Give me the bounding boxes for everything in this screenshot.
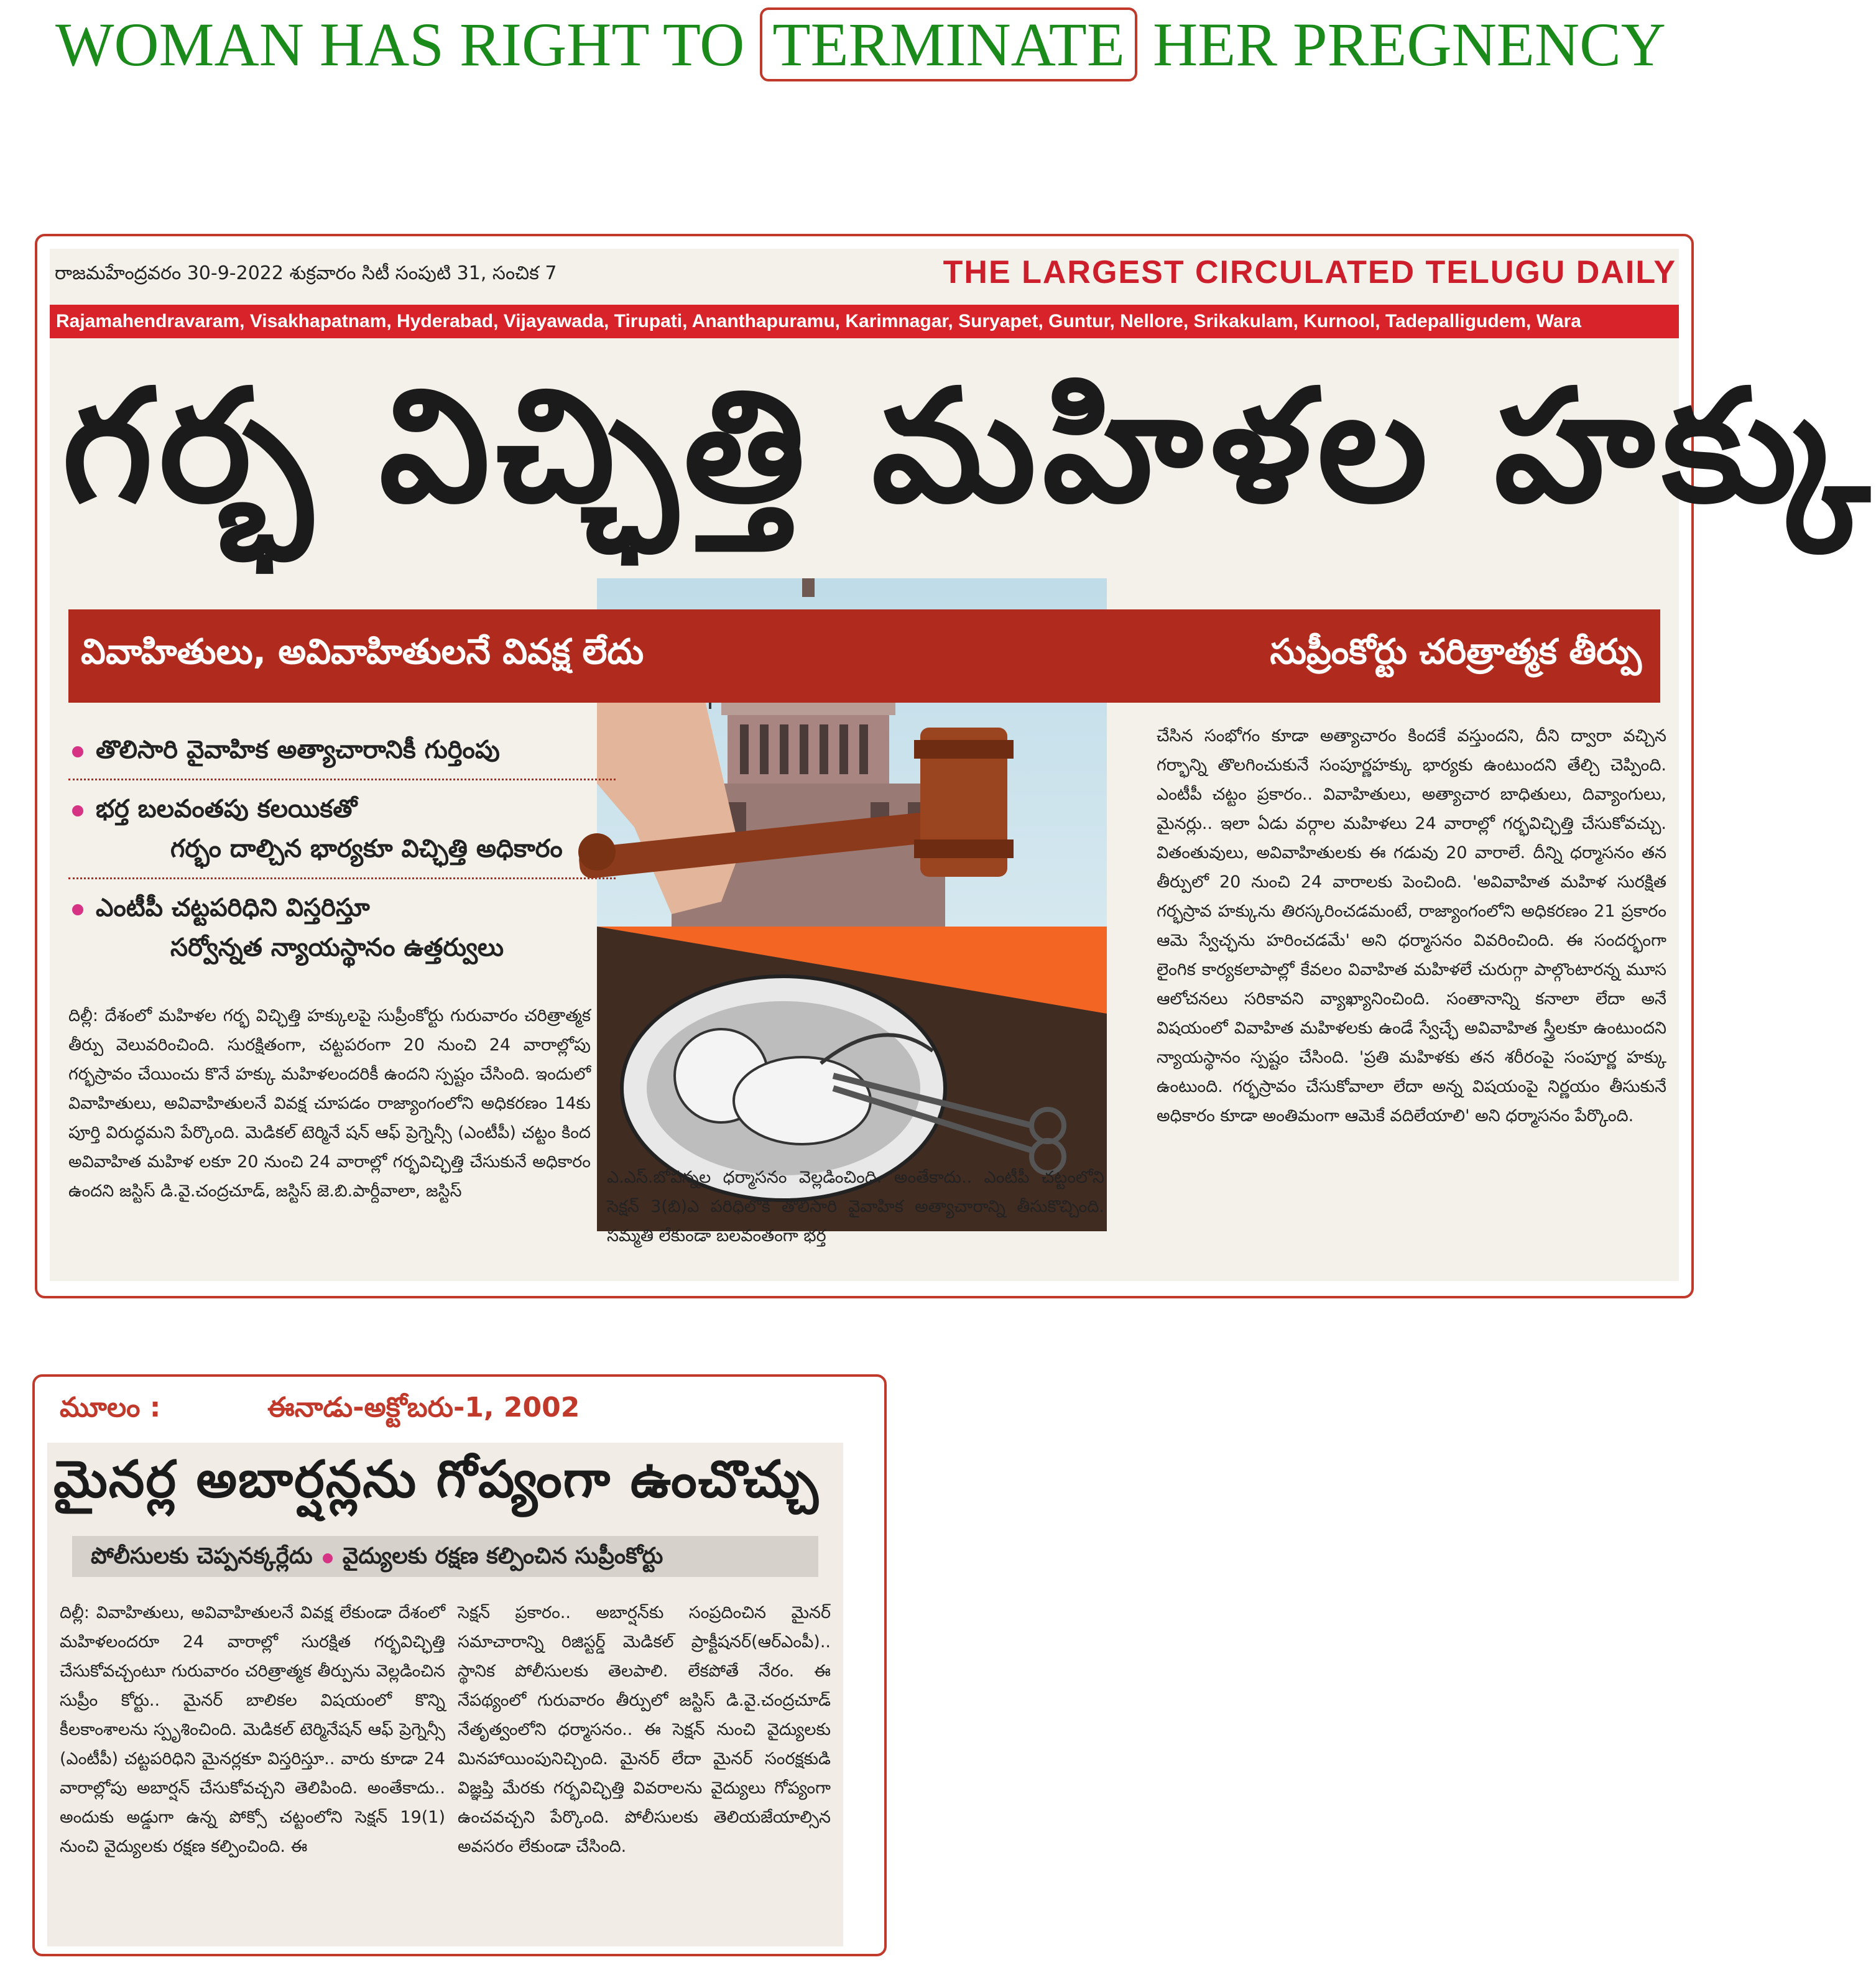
clip2-headline: మైనర్ల అబార్షన్లను గోప్యంగా ఉంచొచ్చు <box>53 1450 820 1509</box>
heading-highlight: TERMINATE <box>760 7 1137 81</box>
clip2-column-right: సెక్షన్ ప్రకారం.. అబార్షన్‌కు సంప్రదించిన మైనర్ సమాచారాన్ని రిజిస్టర్డ్ మెడికల్ ప్రాక్టీషనర్(ఆర్ఎంపీ).. స్థానిక పోలీసులకు తెలపాలి. లేకపోతే నేరం. ఈ నేపథ్యంలో గురువారం తీర్పులో జస్టిస్ డి.వై.చంద్రచూడ్ నేతృత్వంలోని ధర్మాసనం.. ఈ సెక్షన్ నుంచి వైద్యులకు మినహాయింపునిచ్చింది. మైనర్ లేదా మైనర్ సంరక్షకుడి విజ్ఞప్తి మేరకు గర్భవిచ్ఛిత్తి వివరాలను వైద్యులు గోప్యంగా ఉంచవచ్చని పేర్కొంది. పోలీసులకు తెలియజేయాల్సిన అవసరం లేకుండా చేసింది. <box>458 1603 831 1856</box>
source-label: మూలం : <box>60 1392 161 1423</box>
clip2-subheading <box>72 1536 818 1577</box>
article-column-middle: ఎ.ఎస్.బోపన్నల ధర్మాసనం వెల్లడించింది. అంతేకాదు.. ఎంటీపీ చట్టంలోని సెక్షన్ 3(బి)ఎ పరిధిలోకి తొలిసారి వైవాహిక అత్యాచారాన్ని తీసుకొచ్చింది. సమ్మతి లేకుండా బలవంతంగా భర్త <box>607 1168 1104 1246</box>
bullet-item <box>68 721 616 780</box>
bullet-dot-icon <box>72 904 83 915</box>
bullet-item <box>68 780 616 879</box>
band-right-text: సుప్రీంకోర్టు చరిత్రాత్మక తీర్పు <box>1270 632 1642 672</box>
clip2-column-left: దిల్లీ: వివాహితులు, అవివాహితులనే వివక్ష లేకుండా దేశంలో మహిళలందరూ 24 వారాల్లో సురక్షిత గర్భవిచ్ఛిత్తి చేసుకోవచ్చంటూ గురువారం చరిత్రాత్మక తీర్పును వెల్లడించిన సుప్రీం కోర్టు.. మైనర్ బాలికల విషయంలో కొన్ని కీలకాంశాలను స్పృశించింది. మెడికల్ టెర్మినేషన్ ఆఫ్ ప్రెగ్నెన్సీ (ఎంటీపీ) చట్టపరిధిని మైనర్లకూ విస్తరిస్తూ.. వారు కూడా 24 వారాల్లోపు అబార్షన్ చేసుకోవచ్చని తెలిపింది. అంతేకాదు.. అందుకు అడ్డుగా ఉన్న పోక్సో చట్టంలోని సెక్షన్ 19(1) నుంచి వైద్యులకు రక్షణ కల్పించింది. ఈ <box>60 1603 445 1856</box>
bullet-text-cont: గర్భం దాల్చిన భార్యకూ విచ్ఛిత్తి అధికారం <box>170 835 563 863</box>
article-column-left: దిల్లీ: దేశంలో మహిళల గర్భ విచ్ఛిత్తి హక్కులపై సుప్రీంకోర్టు గురువారం చరిత్రాత్మక తీర్పు వెలువరించింది. సురక్షితంగా, చట్టపరంగా 20 నుంచి 24 వారాల్లోపు గర్భస్రావం చేయించు కొనే హక్కు మహిళలందరికీ ఉందని స్పష్టం చేసింది. ఇందులో వివాహితులు, అవివాహితులనే వివక్ష చూపడం రాజ్యాంగంలోని అధికరణం 14కు పూర్తి విరుద్ధమని పేర్కొంది. మెడికల్ టెర్మినే షన్ ఆఫ్ ప్రెగ్నెన్సీ (ఎంటీపీ) చట్టం కింద అవివాహిత మహిళ లకూ 20 నుంచి 24 వారాల్లో గర్భవిచ్ఛిత్తి చేసుకునే అధికారం ఉందని జస్టిస్ డి.వై.చంద్రచూడ్, జస్టిస్ జె.బి.పార్దీవాలా, జస్టిస్ <box>68 1006 591 1201</box>
bullet-text-cont: సర్వోన్నత న్యాయస్థానం ఉత్తర్వులు <box>170 933 504 962</box>
heading-text-after: HER PREGNENCY <box>1137 10 1666 79</box>
bullet-text: ఎంటీపీ చట్టపరిధిని విస్తరిస్తూ <box>96 894 370 922</box>
bullet-text: తొలిసారి వైవాహిక అత్యాచారానికీ గుర్తింపు <box>96 736 500 764</box>
bullet-text: భర్త బలవంతపు కలయికతో <box>96 795 358 823</box>
clipping-2 <box>47 1443 843 1946</box>
clipping-1 <box>50 249 1876 1281</box>
dateline: రాజమహేంద్రవరం 30-9-2022 శుక్రవారం సిటీ సంపుటి 31, సంచిక 7 <box>55 262 557 284</box>
bullet-dot-icon <box>72 746 83 757</box>
bullet-dot-icon <box>323 1553 333 1563</box>
subheading-band <box>68 609 1660 703</box>
masthead-tagline: THE LARGEST CIRCULATED TELUGU DAILY <box>943 254 1676 290</box>
bullet-dot-icon <box>72 805 83 816</box>
clip1-headline: గర్భ విచ్ఛిత్తి మహిళల హక్కు <box>62 356 1876 537</box>
city-bar: Rajamahendravaram, Visakhapatnam, Hyderabad, Vijayawada, Tirupati, Ananthapuramu, Karimnagar, Suryapet, Guntur, Nellore, Srikakulam, Kurnool, Tadepalligudem, Wara <box>50 305 1679 338</box>
sub-left-text: పోలీసులకు చెప్పనక్కర్లేదు <box>91 1543 313 1569</box>
heading-text-before: WOMAN HAS RIGHT TO <box>55 10 760 79</box>
source-date: ఈనాడు-అక్టోబరు-1, 2002 <box>267 1392 580 1423</box>
bullet-item <box>68 879 616 976</box>
sub-right-text: వైద్యులకు రక్షణ కల్పించిన సుప్రీంకోర్టు <box>342 1543 663 1569</box>
page-heading <box>0 9 1721 80</box>
bullet-list <box>68 721 616 976</box>
band-left-text: వివాహితులు, అవివాహితులనే వివక్ష లేదు <box>81 632 644 672</box>
article-column-right: చేసిన సంభోగం కూడా అత్యాచారం కిందకే వస్తుందని, దీని ద్వారా వచ్చిన గర్భాన్ని తొలగించుకునే సంపూర్ణహక్కు భార్యకు ఉంటుందని తేల్చి చెప్పింది. ఎంటీపీ చట్టం ప్రకారం.. వివాహితులు, అత్యాచార బాధితులు, దివ్యాంగులు, మైనర్లు.. ఇలా ఏడు వర్గాల మహిళలు 24 వారాల్లో గర్భవిచ్ఛిత్తి చేసుకోవచ్చు. వితంతువులు, అవివాహితులకు ఈ గడువు 20 వారాలే. దీన్ని ధర్మాసనం తన తీర్పులో 20 నుంచి 24 వారాలకు పెంచింది. 'అవివాహిత మహిళ సురక్షిత గర్భస్రావ హక్కును తిరస్కరించడమంటే, రాజ్యాంగంలోని అధికరణం 21 ప్రకారం ఆమె స్వేచ్ఛను హరించడమే' అని ధర్మాసనం వివరించింది. ఈ సందర్భంగా లైంగిక కార్యకలాపాల్లో కేవలం వివాహిత మహిళలే చురుగ్గా పాల్గొంటారన్న మూస ఆలోచనలు సరికావని వ్యాఖ్యానించింది. సంతానాన్ని కనాలా లేదా అనే విషయంలో వివాహిత మహిళలకు ఉండే స్వేచ్ఛే అవివాహిత స్త్రీలకూ ఉంటుందని న్యాయస్థానం స్పష్టం చేసింది. 'ప్రతి మహిళకు తన శరీరంపై సంపూర్ణ హక్కు ఉంటుంది. గర్భస్రావం చేసుకోవాలా లేదా అన్న విషయంపై నిర్ణయం తీసుకునే అధికారం కూడా అంతిమంగా ఆమెకే వదిలేయాలి' అని ధర్మాసనం పేర్కొంది. <box>1157 726 1666 1126</box>
